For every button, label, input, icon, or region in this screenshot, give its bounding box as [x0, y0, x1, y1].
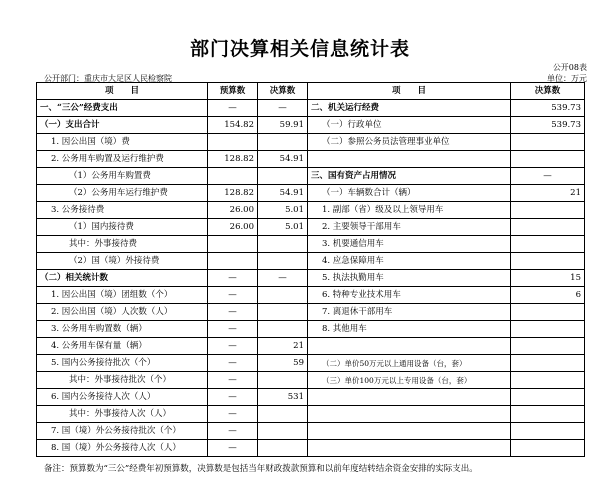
right-final-value: 539.73 — [511, 117, 585, 134]
final-value — [258, 287, 308, 304]
table-row — [37, 100, 585, 117]
right-item-label: 6. 特种专业技术用车 — [308, 287, 511, 304]
right-item-label: （二）参照公务员法管理事业单位 — [308, 134, 511, 151]
final-value — [258, 440, 308, 457]
item-label: （一）支出合计 — [37, 117, 208, 134]
right-item-label — [308, 423, 511, 440]
table-row — [37, 355, 585, 372]
item-label: 3. 公务用车购置数（辆） — [37, 321, 208, 338]
item-label: 2. 公务用车购置及运行维护费 — [37, 151, 208, 168]
budget-value — [208, 168, 258, 185]
table-row — [37, 440, 585, 457]
budget-value: 128.82 — [208, 185, 258, 202]
final-value — [258, 372, 308, 389]
table-body — [37, 100, 585, 457]
right-final-value — [511, 304, 585, 321]
item-label: （二）相关统计数 — [37, 270, 208, 287]
final-value — [258, 406, 308, 423]
right-final-value — [511, 151, 585, 168]
report-title: 部门决算相关信息统计表 — [189, 38, 410, 60]
table-row — [37, 134, 585, 151]
item-label: 2. 因公出国（境）人次数（人） — [37, 304, 208, 321]
item-label: 3. 公务接待费 — [37, 202, 208, 219]
right-item-label: 3. 机要通信用车 — [308, 236, 511, 253]
final-value: 531 — [258, 389, 308, 406]
table-row — [37, 423, 585, 440]
final-value: 5.01 — [258, 219, 308, 236]
final-value: 59 — [258, 355, 308, 372]
item-label: （2）公务用车运行维护费 — [37, 185, 208, 202]
item-label: （2）国（境）外接待费 — [37, 253, 208, 270]
final-value: 59.91 — [258, 117, 308, 134]
table-row — [37, 270, 585, 287]
budget-value — [208, 236, 258, 253]
table-row — [37, 185, 585, 202]
budget-value: — — [208, 372, 258, 389]
table-row — [37, 219, 585, 236]
budget-value — [208, 134, 258, 151]
right-item-label: 二、机关运行经费 — [308, 100, 511, 117]
budget-value: 26.00 — [208, 202, 258, 219]
budget-value: — — [208, 389, 258, 406]
table-row — [37, 389, 585, 406]
budget-value: 154.82 — [208, 117, 258, 134]
table-row — [37, 202, 585, 219]
right-item-label — [308, 151, 511, 168]
item-label: 1. 因公出国（境）费 — [37, 134, 208, 151]
item-label: 8. 国（境）外公务接待人次（人） — [37, 440, 208, 457]
final-value — [258, 253, 308, 270]
right-final-value: 539.73 — [511, 100, 585, 117]
right-final-value: — — [511, 168, 585, 185]
item-label: 4. 公务用车保有量（辆） — [37, 338, 208, 355]
header-item: 项 目 — [37, 83, 208, 100]
budget-value: — — [208, 338, 258, 355]
item-label: 7. 国（境）外公务接待批次（个） — [37, 423, 208, 440]
budget-value: 26.00 — [208, 219, 258, 236]
budget-value: — — [208, 270, 258, 287]
final-value — [258, 168, 308, 185]
right-item-label: （一）车辆数合计（辆） — [308, 185, 511, 202]
final-value: 54.91 — [258, 185, 308, 202]
right-item-label: 4. 应急保障用车 — [308, 253, 511, 270]
right-final-value: 21 — [511, 185, 585, 202]
final-value — [258, 321, 308, 338]
right-final-value — [511, 389, 585, 406]
header-final: 决算数 — [258, 83, 308, 100]
header-budget: 预算数 — [208, 83, 258, 100]
right-final-value — [511, 236, 585, 253]
budget-value: — — [208, 423, 258, 440]
budget-value — [208, 253, 258, 270]
right-final-value — [511, 355, 585, 372]
right-item-label: （一）行政单位 — [308, 117, 511, 134]
budget-value: — — [208, 355, 258, 372]
budget-value: — — [208, 304, 258, 321]
budget-value: — — [208, 406, 258, 423]
table-row — [37, 117, 585, 134]
budget-value: 128.82 — [208, 151, 258, 168]
right-final-value — [511, 202, 585, 219]
right-final-value — [511, 134, 585, 151]
item-label: 其中：外事接待人次（人） — [37, 406, 208, 423]
final-value: — — [258, 270, 308, 287]
right-item-label: （二）单价50万元以上通用设备（台，套） — [308, 355, 511, 372]
right-final-value — [511, 423, 585, 440]
table-row — [37, 253, 585, 270]
footnote: 备注：预算数为“三公”经费年初预算数，决算数是包括当年财政拨款预算和以前年度结转结余资金安排的实际支出。 — [44, 464, 478, 474]
item-label: 一、“三公”经费支出 — [37, 100, 208, 117]
right-item-label — [308, 389, 511, 406]
item-label: （1）公务用车购置费 — [37, 168, 208, 185]
right-final-value — [511, 406, 585, 423]
right-final-value — [511, 253, 585, 270]
right-item-label: 三、国有资产占用情况 — [308, 168, 511, 185]
budget-value: — — [208, 440, 258, 457]
table-row — [37, 338, 585, 355]
right-item-label: 5. 执法执勤用车 — [308, 270, 511, 287]
right-final-value — [511, 219, 585, 236]
table-row — [37, 236, 585, 253]
item-label: 6. 国内公务接待人次（人） — [37, 389, 208, 406]
final-value — [258, 236, 308, 253]
final-value: 21 — [258, 338, 308, 355]
item-label: （1）国内接待费 — [37, 219, 208, 236]
budget-value: — — [208, 321, 258, 338]
right-final-value — [511, 440, 585, 457]
final-value: — — [258, 100, 308, 117]
right-final-value — [511, 372, 585, 389]
item-label: 其中：外事接待费 — [37, 236, 208, 253]
right-item-label — [308, 440, 511, 457]
right-item-label: 7. 离退休干部用车 — [308, 304, 511, 321]
budget-value: — — [208, 100, 258, 117]
table-header-row — [37, 83, 585, 100]
table-row — [37, 321, 585, 338]
header-item-right: 项 目 — [308, 83, 511, 100]
right-item-label: 2. 主要领导干部用车 — [308, 219, 511, 236]
statistics-table — [36, 82, 585, 457]
table-row — [37, 406, 585, 423]
table-row — [37, 168, 585, 185]
right-item-label: 8. 其他用车 — [308, 321, 511, 338]
item-label: 5. 国内公务接待批次（个） — [37, 355, 208, 372]
table-row — [37, 372, 585, 389]
right-final-value: 6 — [511, 287, 585, 304]
final-value — [258, 304, 308, 321]
final-value: 54.91 — [258, 151, 308, 168]
final-value — [258, 134, 308, 151]
table-row — [37, 287, 585, 304]
item-label: 1. 因公出国（境）团组数（个） — [37, 287, 208, 304]
right-item-label: 1. 副部（省）级及以上领导用车 — [308, 202, 511, 219]
item-label: 其中：外事接待批次（个） — [37, 372, 208, 389]
right-item-label — [308, 338, 511, 355]
right-item-label: （三）单价100万元以上专用设备（台，套） — [308, 372, 511, 389]
right-final-value — [511, 321, 585, 338]
right-final-value — [511, 338, 585, 355]
table-row — [37, 304, 585, 321]
final-value: 5.01 — [258, 202, 308, 219]
table-row — [37, 151, 585, 168]
budget-value: — — [208, 287, 258, 304]
department-name: 公开部门：重庆市大足区人民检察院 — [44, 74, 172, 83]
right-final-value: 15 — [511, 270, 585, 287]
currency-unit: 单位：万元 — [547, 74, 587, 83]
right-item-label — [308, 406, 511, 423]
form-number: 公开08表 — [552, 63, 587, 72]
final-value — [258, 423, 308, 440]
header-final-right: 决算数 — [511, 83, 585, 100]
